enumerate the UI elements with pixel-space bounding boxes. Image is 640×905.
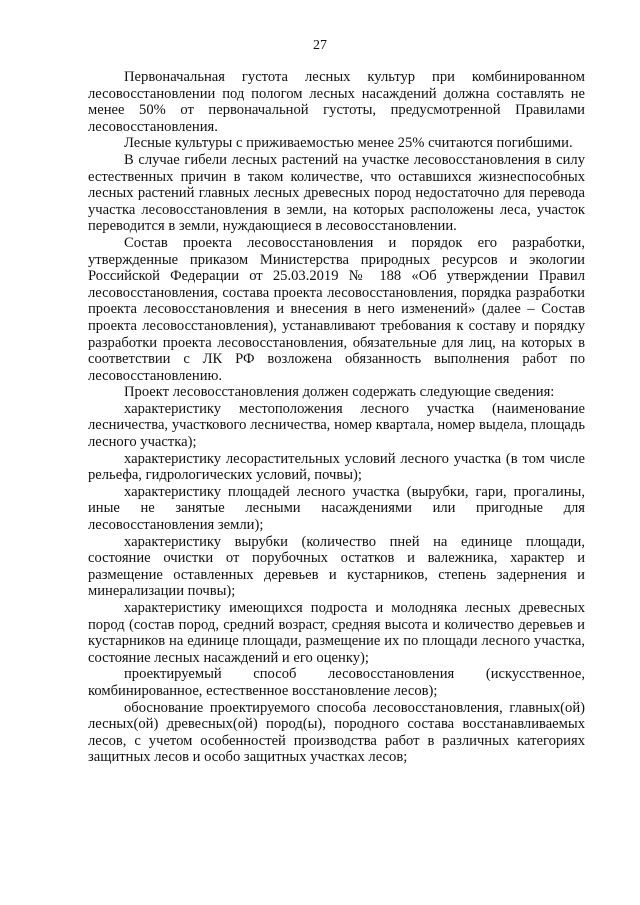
list-item: характеристику лесорастительных условий лесного участка (в том числе рельефа, гидрологических условий, почвы); <box>88 450 585 484</box>
page-number: 27 <box>313 38 327 53</box>
list-item: характеристику площадей лесного участка (вырубки, гари, прогалины, иные не занятые лесными насаждениями или пригодные для лесовосстановления земли); <box>88 483 585 534</box>
paragraph: В случае гибели лесных растений на участке лесовосстановления в силу естественных причин в таком количестве, что оставшихся жизнеспособных лесных растений главных лесных древесных пород недостаточно для перевода участка лесовосстановления в земли, на которых расположены леса, участок переводится в земли, нуждающиеся в лесовосстановлении. <box>88 151 585 235</box>
list-item: характеристику имеющихся подроста и молодняка лесных древесных пород (состав пород, средний возраст, средняя высота и количество деревьев и кустарников на единице площади, размещение их по площади лесного участка, состояние лесных насаждений и его оценку); <box>88 600 585 666</box>
list-item: характеристику вырубки (количество пней на единице площади, состояние очистки от порубочных остатков и валежника, характер и размещение оставленных деревьев и кустарников, степень задернения и минерализации почвы); <box>88 533 585 600</box>
paragraph: Проект лесовосстановления должен содержать следующие сведения: <box>124 384 555 401</box>
paragraph: Лесные культуры с приживаемостью менее 25% считаются погибшими. <box>124 135 573 152</box>
page-body <box>88 69 585 766</box>
paragraph: Состав проекта лесовосстановления и порядок его разработки, утвержденные приказом Министерства природных ресурсов и экологии Российской Федерации от 25.03.2019 № 188 «Об утверждении Правил лесовосстановления, состава проекта лесовосстановления, порядка разработки проекта лесовосстановления и внесения в него изменений» (далее – Состав проекта лесовосстановления), устанавливают требования к составу и порядку разработки проекта лесовосстановления, обязательные для лиц, на которых в соответствии с ЛК РФ возложена обязанность выполнения работ по лесовосстановлению. <box>88 234 585 384</box>
list-item: проектируемый способ лесовосстановления (искусственное, комбинированное, естественное восстановление лесов); <box>88 666 585 699</box>
list-item: характеристику местоположения лесного участка (наименование лесничества, участкового лесничества, номер квартала, номер выдела, площадь лесного участка); <box>88 400 585 451</box>
paragraph: Первоначальная густота лесных культур при комбинированном лесовосстановлении под пологом лесных насаждений должна составлять не менее 50% от первоначальной густоты, предусмотренной Правилами лесовосстановления. <box>88 69 585 135</box>
list-item: обоснование проектируемого способа лесовосстановления, главных(ой) лесных(ой) древесных(ой) пород(ы), породного состава восстанавливаемых лесов, с учетом особенностей производства работ в различных категориях защитных лесов и особо защитных участках лесов; <box>88 699 585 766</box>
